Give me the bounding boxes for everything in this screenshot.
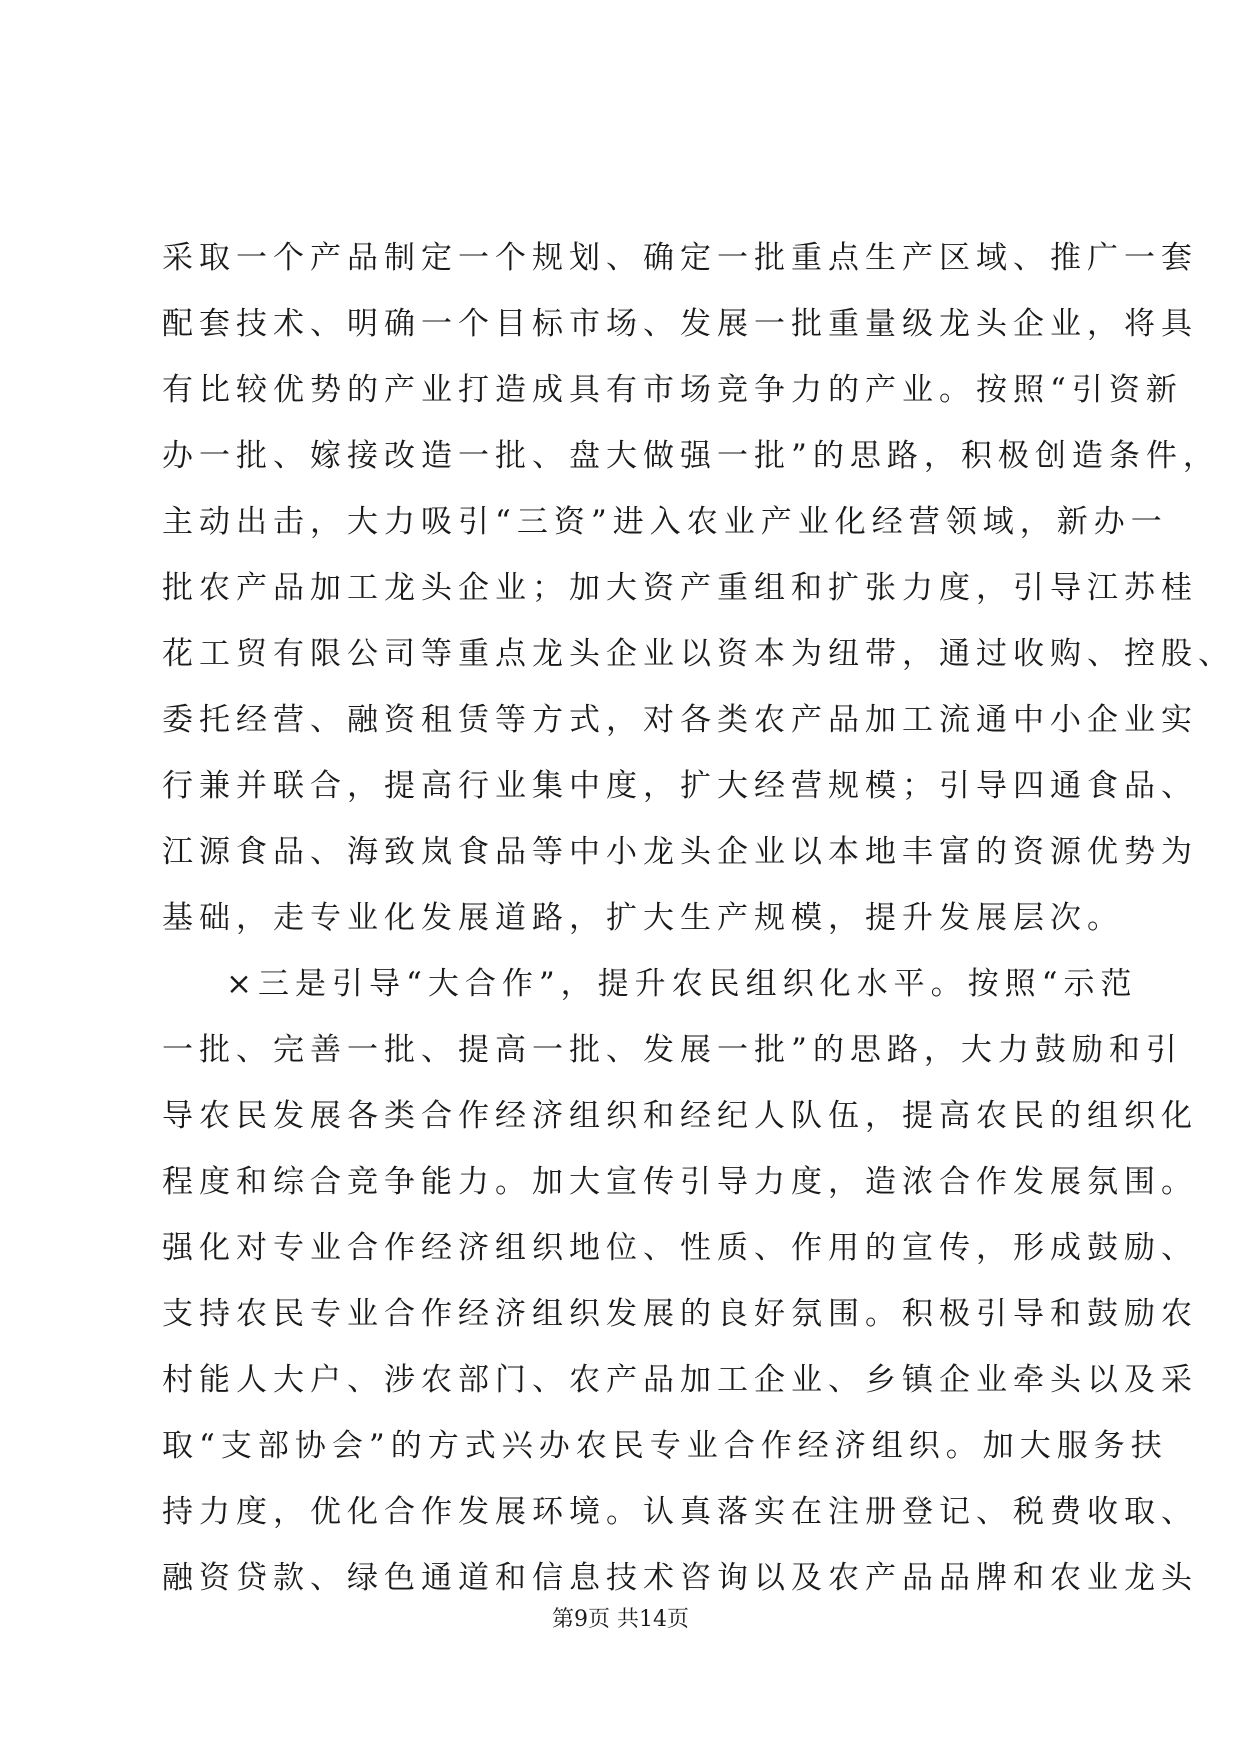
text-line: 办一批、嫁接改造一批、盘大做强一批”的思路，积极创造条件， — [162, 438, 1220, 474]
text-line: 取“支部协会”的方式兴办农民专业合作经济组织。加大服务扶 — [162, 1428, 1168, 1464]
text-line: 持力度，优化合作发展环境。认真落实在注册登记、税费收取、 — [162, 1494, 1198, 1530]
text-line: 融资贷款、绿色通道和信息技术咨询以及农产品品牌和农业龙头 — [162, 1560, 1198, 1596]
text-line: 采取一个产品制定一个规划、确定一批重点生产区域、推广一套 — [162, 240, 1198, 276]
text-line: 行兼并联合，提高行业集中度，扩大经营规模；引导四通食品、 — [162, 768, 1198, 804]
page-footer: 第9页 共14页 — [552, 1607, 689, 1632]
text-line: 强化对专业合作经济组织地位、性质、作用的宣传，形成鼓励、 — [162, 1230, 1198, 1266]
text-line: 支持农民专业合作经济组织发展的良好氛围。积极引导和鼓励农 — [162, 1296, 1198, 1332]
paragraph-first-line: ×三是引导“大合作”，提升农民组织化水平。按照“示范 — [226, 966, 1138, 1002]
text-line: 有比较优势的产业打造成具有市场竞争力的产业。按照“引资新 — [162, 372, 1183, 408]
text-line: 一批、完善一批、提高一批、发展一批”的思路，大力鼓励和引 — [162, 1032, 1183, 1068]
text-line: 村能人大户、涉农部门、农产品加工企业、乡镇企业牵头以及采 — [162, 1362, 1198, 1398]
text-line: 批农产品加工龙头企业；加大资产重组和扩张力度，引导江苏桂 — [162, 570, 1198, 606]
text-line: 基础，走专业化发展道路，扩大生产规模，提升发展层次。 — [162, 900, 1124, 936]
text-line: 花工贸有限公司等重点龙头企业以资本为纽带，通过收购、控股、 — [162, 636, 1235, 672]
text-line: 委托经营、融资租赁等方式，对各类农产品加工流通中小企业实 — [162, 702, 1198, 738]
text-line: 导农民发展各类合作经济组织和经纪人队伍，提高农民的组织化 — [162, 1098, 1198, 1134]
text-line: 江源食品、海致岚食品等中小龙头企业以本地丰富的资源优势为 — [162, 834, 1198, 870]
text-line: 主动出击，大力吸引“三资”进入农业产业化经营领域，新办一 — [162, 504, 1168, 540]
text-line: 程度和综合竞争能力。加大宣传引导力度，造浓合作发展氛围。 — [162, 1164, 1198, 1200]
body-text — [162, 225, 1235, 1611]
text-line: 配套技术、明确一个目标市场、发展一批重量级龙头企业，将具 — [162, 306, 1198, 342]
